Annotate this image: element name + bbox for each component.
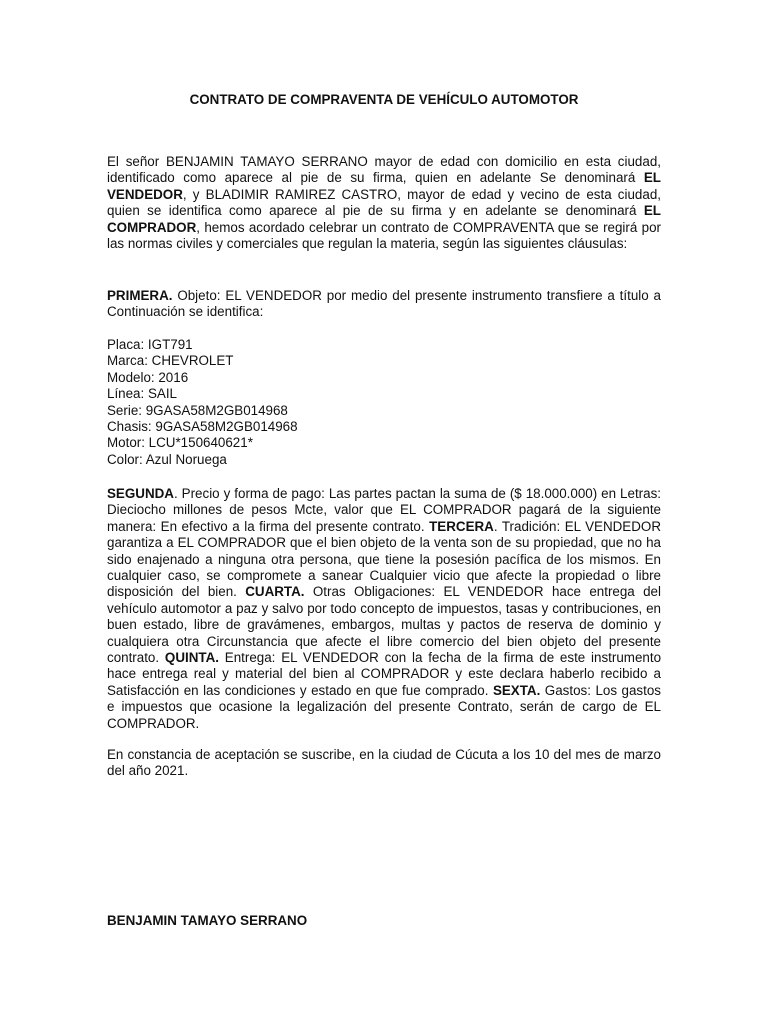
spec-modelo: Modelo: 2016 (107, 369, 189, 385)
quinta-text: Entrega: EL VENDEDOR con la fecha de la firma de este instrumento hace entrega real y material del bien al COMPRADOR y este declara haberlo recibido a Satisfacción en las condiciones y estado en que fue comprado. (107, 650, 662, 698)
spec-color: Color: Azul Noruega (107, 451, 227, 467)
vendedor-label: EL VENDEDOR (107, 170, 661, 202)
comprador-label: EL COMPRADOR (107, 203, 661, 235)
spec-chasis: Chasis: 9GASA58M2GB014968 (107, 419, 298, 435)
spec-motor: Motor: LCU*150640621* (107, 435, 253, 451)
clauses-paragraph (107, 486, 661, 732)
spec-placa: Placa: IGT791 (107, 337, 193, 352)
intro-text-3: , hemos acordado celebrar un contrato de COMPRAVENTA que se regirá por las normas civiles y comerciales que regulan la materia, según las siguientes cláusulas: (107, 219, 661, 252)
spec-linea: Línea: SAIL (107, 386, 177, 402)
segunda-text: . Precio y forma de pago: Las partes pactan la suma de ($ 18.000.000) en Letras: Dieciocho millones de pesos Mcte, valor que EL COMPRADOR pagará de la siguiente manera: En efectivo a la firma del presente contrato. (107, 486, 661, 534)
cuarta-label: CUARTA. (245, 584, 305, 600)
document-title: CONTRATO DE COMPRAVENTA DE VEHÍCULO AUTOMOTOR (189, 92, 579, 107)
quinta-label: QUINTA. (164, 650, 219, 666)
segunda-label: SEGUNDA (107, 486, 174, 501)
constancia-paragraph: En constancia de aceptación se suscribe, en la ciudad de Cúcuta a los 10 del mes de marzo del año 2021. (107, 747, 661, 779)
tercera-label: TERCERA (429, 518, 494, 534)
sexta-text: Gastos: Los gastos e impuestos que ocasione la legalización del presente Contrato, serán de cargo de EL COMPRADOR. (107, 682, 661, 731)
spec-marca: Marca: CHEVROLET (107, 353, 234, 369)
cuarta-text: Otras Obligaciones: EL VENDEDOR hace entrega del vehículo automotor a paz y salvo por todo concepto de impuestos, tasas y contribuciones, en buen estado, libre de gravámenes, embargos, multas y pactos de reserva de dominio y cualquiera otra Circunstancia que afecte el libre comercio del bien objeto del presente contrato. (107, 584, 661, 666)
tercera-text: . Tradición: EL VENDEDOR garantiza a EL COMPRADOR que el bien objeto de la venta son de su propiedad, que no ha sido enajenado a ninguna otra persona, que tiene la posesión pacífica de los mismos. En cualquier caso, se compromete a sanear Cualquier vicio que afecte la propiedad o libre disposición del bien. (107, 518, 661, 600)
spec-serie: Serie: 9GASA58M2GB014968 (107, 402, 288, 418)
vehicle-specs (107, 337, 661, 468)
signature-name: BENJAMIN TAMAYO SERRANO (107, 913, 308, 928)
intro-text-2: , y BLADIMIR RAMIREZ CASTRO, mayor de edad y vecino de esta ciudad, quien se identifica como aparece al pie de su firma y en adelante se denominará (107, 186, 661, 219)
primera-text: Objeto: EL VENDEDOR por medio del presente instrumento transfiere a título a Continuación se identifica: (107, 288, 661, 320)
sexta-label: SEXTA. (492, 682, 541, 698)
intro-text-1: El señor BENJAMIN TAMAYO SERRANO mayor de edad con domicilio en esta ciudad, identificado como aparece al pie de su firma, quien en adelante Se denominará (107, 154, 661, 186)
intro-paragraph (107, 154, 661, 252)
clause-primera (107, 288, 661, 321)
primera-label: PRIMERA. (107, 288, 173, 303)
